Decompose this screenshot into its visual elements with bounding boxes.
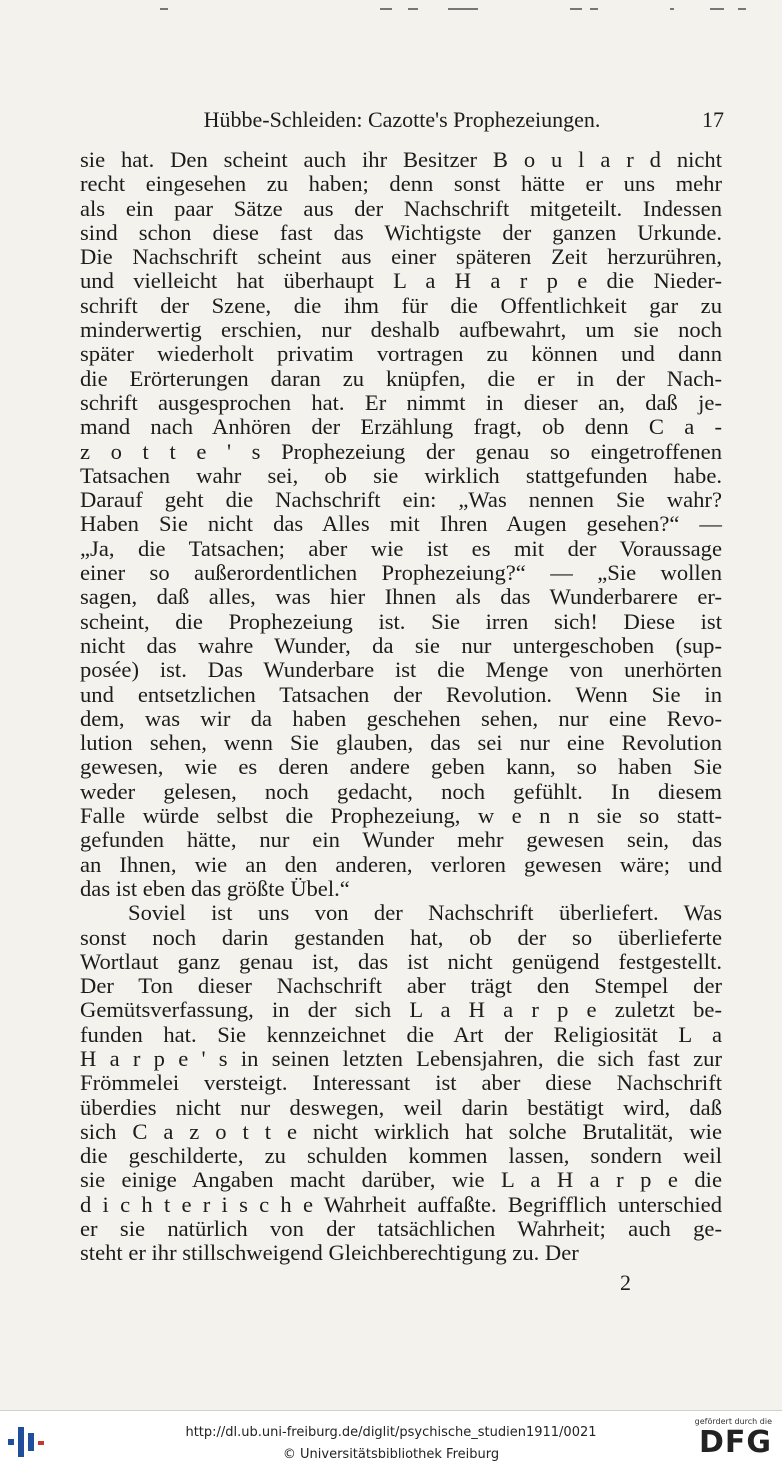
- text-line: später wiederholt privatim vortragen zu können und dann: [80, 341, 722, 367]
- text-line: als ein paar Sätze aus der Nachschrift mitgeteilt. Indessen: [80, 195, 722, 221]
- text-line: überdies nicht nur deswegen, weil darin bestätigt wird, daß: [80, 1094, 722, 1120]
- text-line: gewesen, wie es deren andere geben kann, so haben Sie: [80, 754, 722, 780]
- dfg-logo: [692, 1417, 772, 1467]
- text-line: sonst noch darin gestanden hat, ob der so überlieferte: [80, 924, 722, 950]
- viewer-footer: [0, 1410, 782, 1470]
- text-line: „Ja, die Tatsachen; aber wie ist es mit der Voraussage: [80, 535, 722, 561]
- text-line: funden hat. Sie kennzeichnet die Art der Religiosität L a: [80, 1021, 722, 1047]
- text-line: recht eingesehen zu haben; denn sonst hätte er uns mehr: [80, 171, 722, 197]
- text-line: schrift der Szene, die ihm für die Offentlichkeit gar zu: [80, 292, 722, 318]
- text-line: nicht das wahre Wunder, da sie nur untergeschoben (sup-: [80, 632, 722, 658]
- dfg-logo-text: DFG: [698, 1425, 772, 1460]
- text-line: das ist eben das größte Übel.“: [80, 875, 350, 901]
- text-line: posée) ist. Das Wunderbare ist die Menge von unerhörten: [80, 657, 722, 683]
- text-line: die Erörterungen daran zu knüpfen, die er in der Nach-: [80, 365, 722, 391]
- text-line: Falle würde selbst die Prophezeiung, w e n n sie so statt-: [80, 803, 722, 829]
- text-line: einer so außerordentlichen Prophezeiung?“ — „Sie wollen: [80, 560, 722, 586]
- text-line: die geschilderte, zu schulden kommen lassen, sondern weil: [80, 1143, 722, 1169]
- text-line: Die Nachschrift scheint aus einer späteren Zeit herzurühren,: [80, 244, 722, 270]
- text-line: sie hat. Den scheint auch ihr Besitzer B o u l a r d nicht: [80, 147, 722, 172]
- text-line: dem, was wir da haben geschehen sehen, nur eine Revo-: [80, 705, 722, 731]
- body-text: [80, 148, 722, 1266]
- text-line: weder gelesen, noch gedacht, noch gefühlt. In diesem: [80, 778, 722, 804]
- text-line: sind schon diese fast das Wichtigste der ganzen Urkunde.: [80, 219, 722, 245]
- text-line: sie einige Angaben macht darüber, wie L a H a r p e die: [80, 1167, 722, 1193]
- page-number: 17: [702, 107, 724, 132]
- text-line: H a r p e ' s in seinen letzten Lebensjahren, die sich fast zur: [80, 1045, 722, 1071]
- text-line: Haben Sie nicht das Alles mit Ihren Augen gesehen?“ —: [80, 511, 722, 537]
- text-line: Tatsachen wahr sei, ob sie wirklich stattgefunden habe.: [80, 462, 722, 488]
- running-header: [80, 104, 724, 136]
- text-line: gefunden hätte, nur ein Wunder mehr gewesen sein, das: [80, 827, 722, 853]
- text-line: und entsetzlichen Tatsachen der Revolution. Wenn Sie in: [80, 681, 722, 707]
- text-line: scheint, die Prophezeiung ist. Sie irren sich! Diese ist: [80, 608, 722, 634]
- text-line: an Ihnen, wie an den anderen, verloren gewesen wäre; und: [80, 851, 722, 877]
- text-line: er sie natürlich von der tatsächlichen Wahrheit; auch ge-: [80, 1216, 722, 1242]
- text-line: und vielleicht hat überhaupt L a H a r p e die Nieder-: [80, 268, 722, 294]
- text-line: minderwertig erschien, nur deshalb aufbewahrt, um sie noch: [80, 317, 722, 343]
- text-line: schrift ausgesprochen hat. Er nimmt in dieser an, daß je-: [80, 389, 722, 415]
- header-title: Hübbe-Schleiden: Cazotte's Prophezeiungen.: [203, 107, 601, 132]
- text-line: sagen, daß alles, was hier Ihnen als das Wunderbarere er-: [80, 584, 722, 610]
- copyright-text: © Universitätsbibliothek Freiburg: [282, 1447, 500, 1462]
- text-line: Der Ton dieser Nachschrift aber trägt den Stempel der: [80, 973, 722, 999]
- text-line: steht er ihr stillschweigend Gleichberechtigung zu. Der: [80, 1240, 579, 1266]
- text-line: z o t t e ' s Prophezeiung der genau so eingetroffenen: [80, 438, 722, 464]
- text-line: Wortlaut ganz genau ist, das ist nicht genügend festgestellt.: [80, 948, 722, 974]
- text-line: mand nach Anhören der Erzählung fragt, ob denn C a -: [80, 414, 722, 440]
- text-line: Frömmelei versteigt. Interessant ist aber diese Nachschrift: [80, 1070, 722, 1096]
- text-line: sich C a z o t t e nicht wirklich hat solche Brutalität, wie: [80, 1118, 722, 1144]
- text-line: lution sehen, wenn Sie glauben, das sei nur eine Revolution: [80, 730, 722, 756]
- dfg-funding-text: gefördert durch die: [694, 1417, 772, 1426]
- text-line: Soviel ist uns von der Nachschrift überliefert. Was: [128, 900, 722, 926]
- signature-mark: 2: [620, 1270, 631, 1295]
- scan-edge-marks: [150, 6, 750, 12]
- text-line: d i c h t e r i s c h e Wahrheit auffaßte. Begrifflich unterschied: [80, 1191, 722, 1217]
- document-url-link[interactable]: http://dl.ub.uni-freiburg.de/diglit/psychische_studien1911/0021: [185, 1425, 597, 1440]
- text-line: Darauf geht die Nachschrift ein: „Was nennen Sie wahr?: [80, 487, 722, 513]
- text-line: Gemütsverfassung, in der sich L a H a r p e zuletzt be-: [80, 997, 722, 1023]
